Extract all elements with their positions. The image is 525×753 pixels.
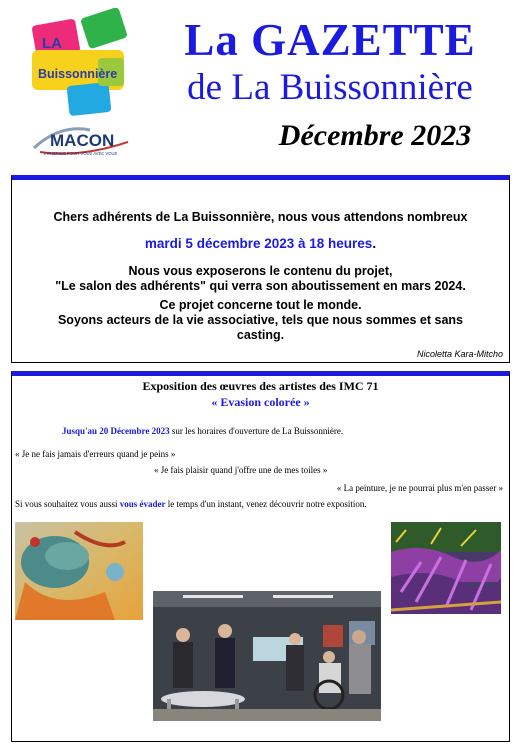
exhibition-photo [153, 591, 381, 721]
issue-date: Décembre 2023 [278, 119, 472, 152]
macon-text: MACON [50, 131, 115, 150]
quote-1: « Je ne fais jamais d'erreurs quand je peins » [15, 449, 176, 459]
announcement-call: Ce projet concerne tout le monde. Soyons acteurs de la vie associative, tels que nous sommes et sans casting. [57, 298, 464, 342]
exhibition-box [11, 371, 510, 742]
gazette-title: La GAZETTE [184, 15, 476, 65]
announcement-signature: Nicoletta Kara-Mitcho [416, 349, 503, 359]
macon-tagline: L'ÉNERGIE POUR VOUS AVEC VOUS [44, 151, 118, 156]
gazette-subtitle: de La Buissonnière [187, 67, 473, 108]
quote-2: « Je fais plaisir quand j'offre une de mes toiles » [154, 465, 328, 475]
exhibition-subtitle: « Evasion colorée » [211, 395, 310, 409]
announcement-date: mardi 5 décembre 2023 à 18 heures. [144, 236, 377, 251]
painting-left-image [15, 522, 143, 620]
exhibition-invite: Si vous souhaitez vous aussi vous évader le temps d'un instant, venez découvrir notre exposition. [15, 499, 367, 509]
logo-text-la: LA [42, 35, 62, 52]
announcement-project: Nous vous exposerons le contenu du projet, "Le salon des adhérents" qui verra son aboutissement en mars 2024. [55, 264, 466, 293]
logo-text-buissonniere: Buissonnière [38, 67, 118, 81]
exhibition-title: Exposition des œuvres des artistes des IMC 71 [142, 379, 379, 393]
painting-right-image [391, 522, 501, 614]
quote-3: « La peinture, je ne pourrai plus m'en passer » [336, 483, 503, 493]
buissonniere-puzzle-logo [24, 8, 132, 120]
macon-logo [30, 122, 135, 160]
exhibition-dates: Jusqu'au 20 Décembre 2023 sur les horaires d'ouverture de La Buissonnière. [62, 426, 344, 436]
announcement-intro: Chers adhérents de La Buissonnière, nous vous attendons nombreux [53, 210, 468, 224]
announcement-box [11, 175, 510, 363]
